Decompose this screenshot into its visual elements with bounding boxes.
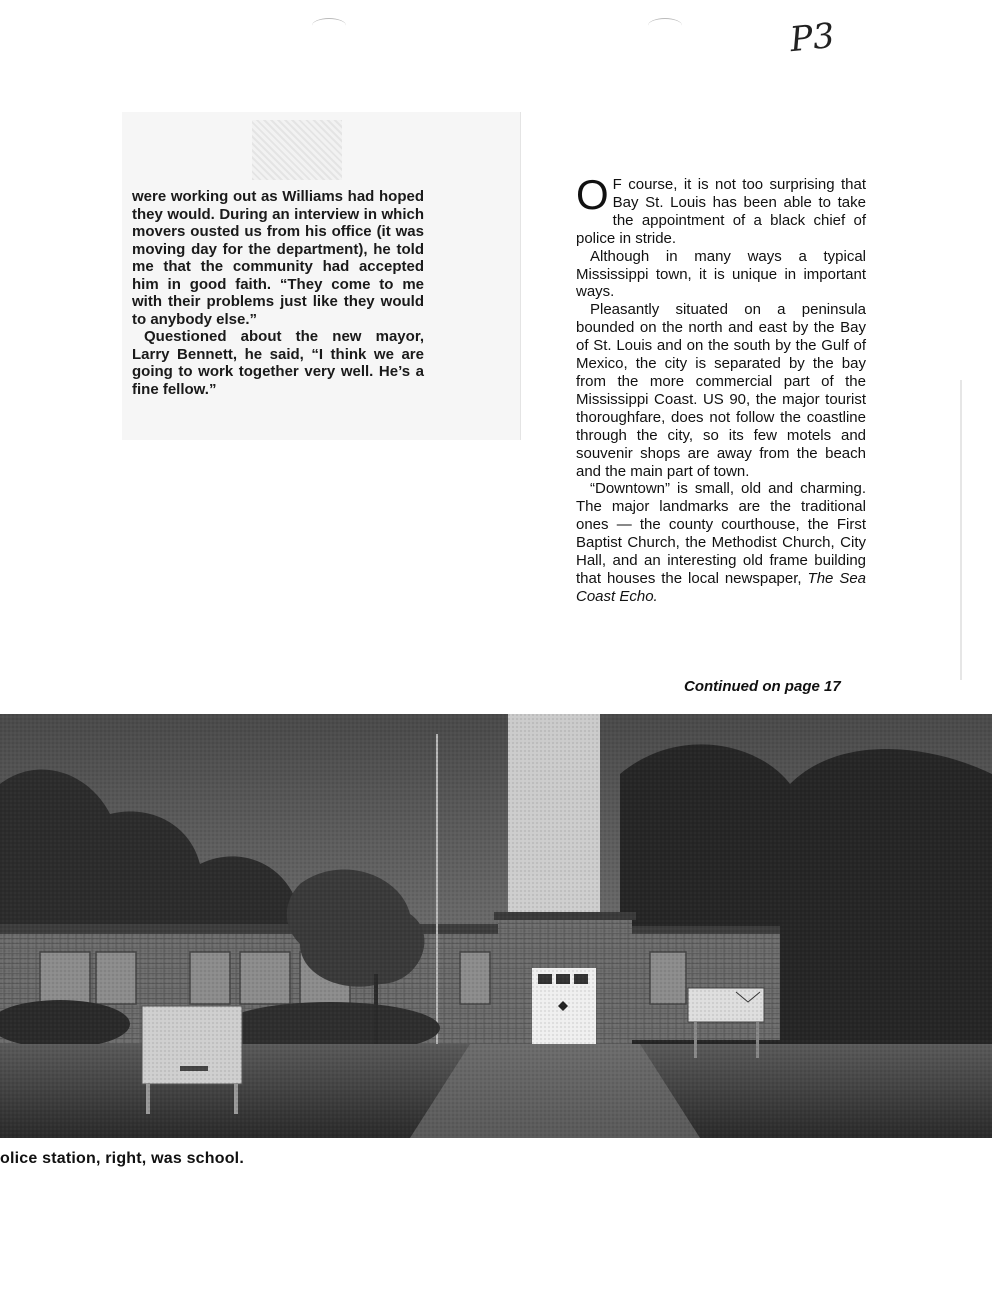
handwritten-page-number: P3 [788,15,837,61]
right-paragraph-2: Although in many ways a typical Mississippi town, it is unique in important ways. [576,247,866,301]
photo-caption: olice station, right, was school. [0,1150,244,1167]
photocopy-smudge [252,120,342,180]
scan-edge-line [960,380,962,680]
photo-illustration [0,714,992,1138]
binder-hole-mark [312,18,346,33]
left-paragraph-2: Questioned about the new mayor, Larry Bennett, he said, “I think we are going to work together very well. He’s a fine fellow.” [132,328,424,398]
right-paragraph-1: F course, it is not too surprising that Bay St. Louis has been able to take the appointment of a black chief of police in stride. [576,176,866,247]
binder-hole-mark [648,18,682,33]
right-paragraph-4: “Downtown” is small, old and charming. The major landmarks are the traditional ones — the county courthouse, the First Baptist Church, the Methodist Church, City Hall, and an interesting old frame building that houses the local newspaper, [576,480,866,587]
left-paragraph-1: were working out as Williams had hoped they would. During an interview in which movers ousted us from his office (it was moving day for the department), he told me that the community had accepted him in good faith. “They come to me with their problems just like they would to anybody else.” [132,188,424,328]
continued-note: Continued on page 17 [684,678,841,695]
drop-cap: O [576,171,609,218]
left-column [132,188,424,398]
police-station-photo [0,714,992,1138]
newspaper-name: The Sea Coast Echo. [576,569,867,605]
right-column [576,171,867,606]
right-paragraph-3: Pleasantly situated on a peninsula bounded on the north and east by the Bay of St. Louis and on the south by the Gulf of Mexico, the city is separated by the bay from the more commercial part of the Mississippi Coast. US 90, the major tourist thoroughfare, does not follow the coastline through the city, so its few motels and souvenir shops are away from the beach and the main part of town. [576,301,866,480]
